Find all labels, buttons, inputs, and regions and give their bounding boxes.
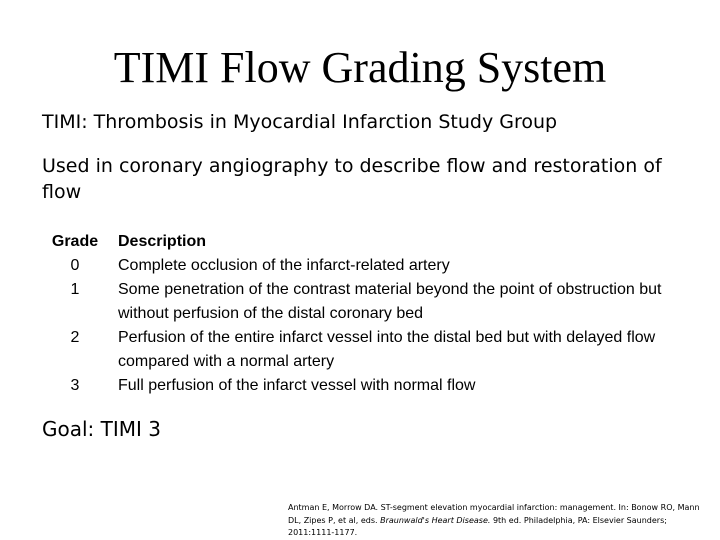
grade-row-0 [42, 254, 682, 278]
grade-description: Some penetration of the contrast material beyond the point of obstruction but without perfusion of the distal coronary bed [118, 281, 662, 322]
citation-publication: 9th ed. Philadelphia, PA: Elsevier Saunders; 2011:1111-1177. [288, 515, 667, 537]
grade-column-header: Grade [51, 233, 99, 250]
grade-row-2 [42, 326, 682, 374]
description-column-header: Description [118, 233, 207, 250]
grade-description: Complete occlusion of the infarct-related artery [118, 257, 450, 274]
grade-description: Perfusion of the entire infarct vessel into the distal bed but with delayed flow compared with a normal artery [118, 329, 656, 370]
grade-value: 1 [70, 281, 80, 298]
grade-value: 2 [70, 329, 80, 346]
slide-title: TIMI Flow Grading System [113, 43, 607, 92]
grade-row-1 [42, 278, 682, 326]
usage-text: Used in coronary angiography to describe flow and restoration of flow [42, 155, 662, 203]
citation-book: Braunwald's Heart Disease. [380, 515, 491, 525]
citation-authors: Antman E, Morrow DA. ST-segment elevation myocardial infarction: management. In: Bonow RO, Mann DL, Zipes P, et al, eds. [288, 503, 700, 525]
goal-text: Goal: TIMI 3 [42, 417, 161, 441]
grade-description: Full perfusion of the infarct vessel with normal flow [118, 377, 476, 394]
grade-value: 3 [70, 377, 80, 394]
grade-table [42, 230, 682, 398]
grade-table-header [42, 230, 682, 254]
grade-row-3 [42, 374, 682, 398]
timi-definition-text: TIMI: Thrombosis in Myocardial Infarction Study Group [42, 111, 558, 133]
citation [288, 502, 714, 540]
grade-value: 0 [70, 257, 80, 274]
